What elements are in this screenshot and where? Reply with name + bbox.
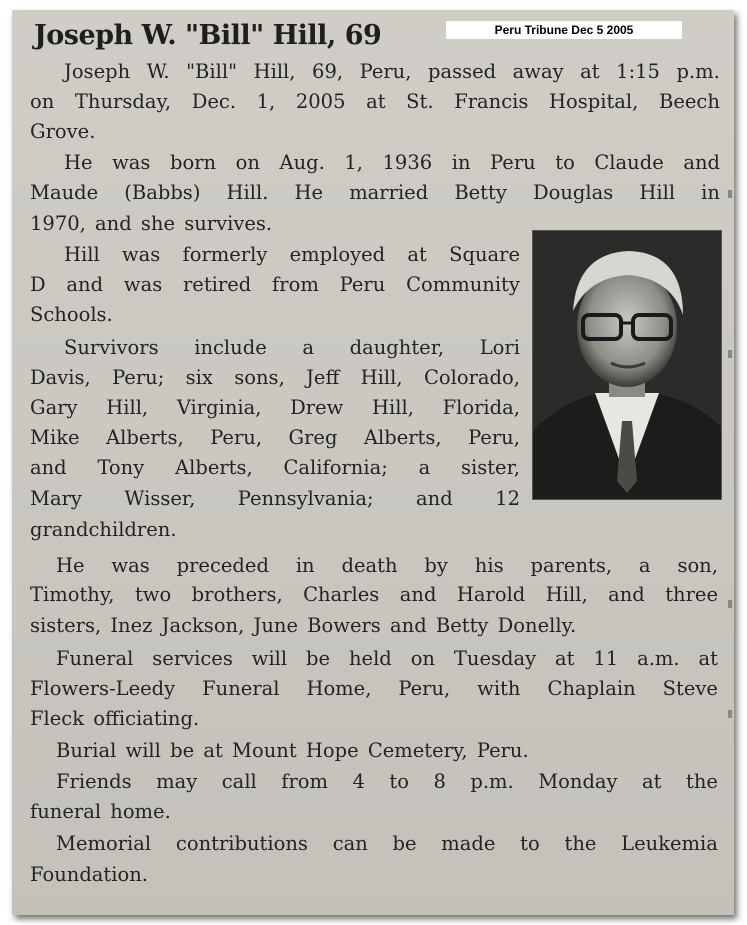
edge-mark: [728, 350, 732, 358]
body-line: Joseph W. "Bill" Hill, 69, Peru, passed away at 1:15 p.m.: [64, 60, 720, 83]
portrait-photo: [532, 230, 722, 500]
edge-mark: [728, 600, 732, 608]
body-line: Gary Hill, Virginia, Drew Hill, Florida,: [30, 396, 520, 419]
body-line: 1970, and she survives.: [30, 212, 273, 235]
body-line: grandchildren.: [30, 518, 177, 541]
body-line: Hill was formerly employed at Square: [64, 243, 520, 266]
body-line: funeral home.: [30, 800, 171, 823]
body-line: Foundation.: [30, 863, 148, 886]
portrait-image: [533, 231, 721, 499]
body-line: Memorial contributions can be made to the Leukemia: [56, 832, 718, 855]
body-line: sisters, Inez Jackson, June Bowers and Betty Donelly.: [30, 614, 577, 637]
body-line: Flowers-Leedy Funeral Home, Peru, with Chaplain Steve: [30, 677, 718, 700]
body-line: Grove.: [30, 120, 96, 143]
edge-mark: [728, 190, 732, 198]
body-line: Mike Alberts, Peru, Greg Alberts, Peru,: [30, 426, 520, 449]
body-line: D and was retired from Peru Community: [30, 273, 520, 296]
body-line: Davis, Peru; six sons, Jeff Hill, Colorado,: [30, 366, 520, 389]
source-label: Peru Tribune Dec 5 2005: [446, 21, 682, 39]
body-line: Survivors include a daughter, Lori: [64, 336, 520, 359]
body-line: Fleck officiating.: [30, 707, 200, 730]
body-line: He was preceded in death by his parents, a son,: [56, 554, 718, 577]
obituary-headline: Joseph W. "Bill" Hill, 69: [34, 20, 382, 51]
newspaper-clipping: [12, 10, 734, 915]
body-line: Mary Wisser, Pennsylvania; and 12: [30, 487, 520, 510]
body-line: Schools.: [30, 303, 113, 326]
body-line: Funeral services will be held on Tuesday at 11 a.m. at: [56, 647, 718, 670]
body-line: Burial will be at Mount Hope Cemetery, Peru.: [56, 739, 529, 762]
body-line: Friends may call from 4 to 8 p.m. Monday at the: [56, 770, 718, 793]
body-line: He was born on Aug. 1, 1936 in Peru to Claude and: [64, 151, 720, 174]
body-line: and Tony Alberts, California; a sister,: [30, 456, 520, 479]
body-line: Timothy, two brothers, Charles and Harold Hill, and three: [30, 583, 718, 606]
body-line: Maude (Babbs) Hill. He married Betty Douglas Hill in: [30, 181, 720, 204]
body-line: on Thursday, Dec. 1, 2005 at St. Francis Hospital, Beech: [30, 90, 720, 113]
edge-mark: [728, 710, 732, 718]
